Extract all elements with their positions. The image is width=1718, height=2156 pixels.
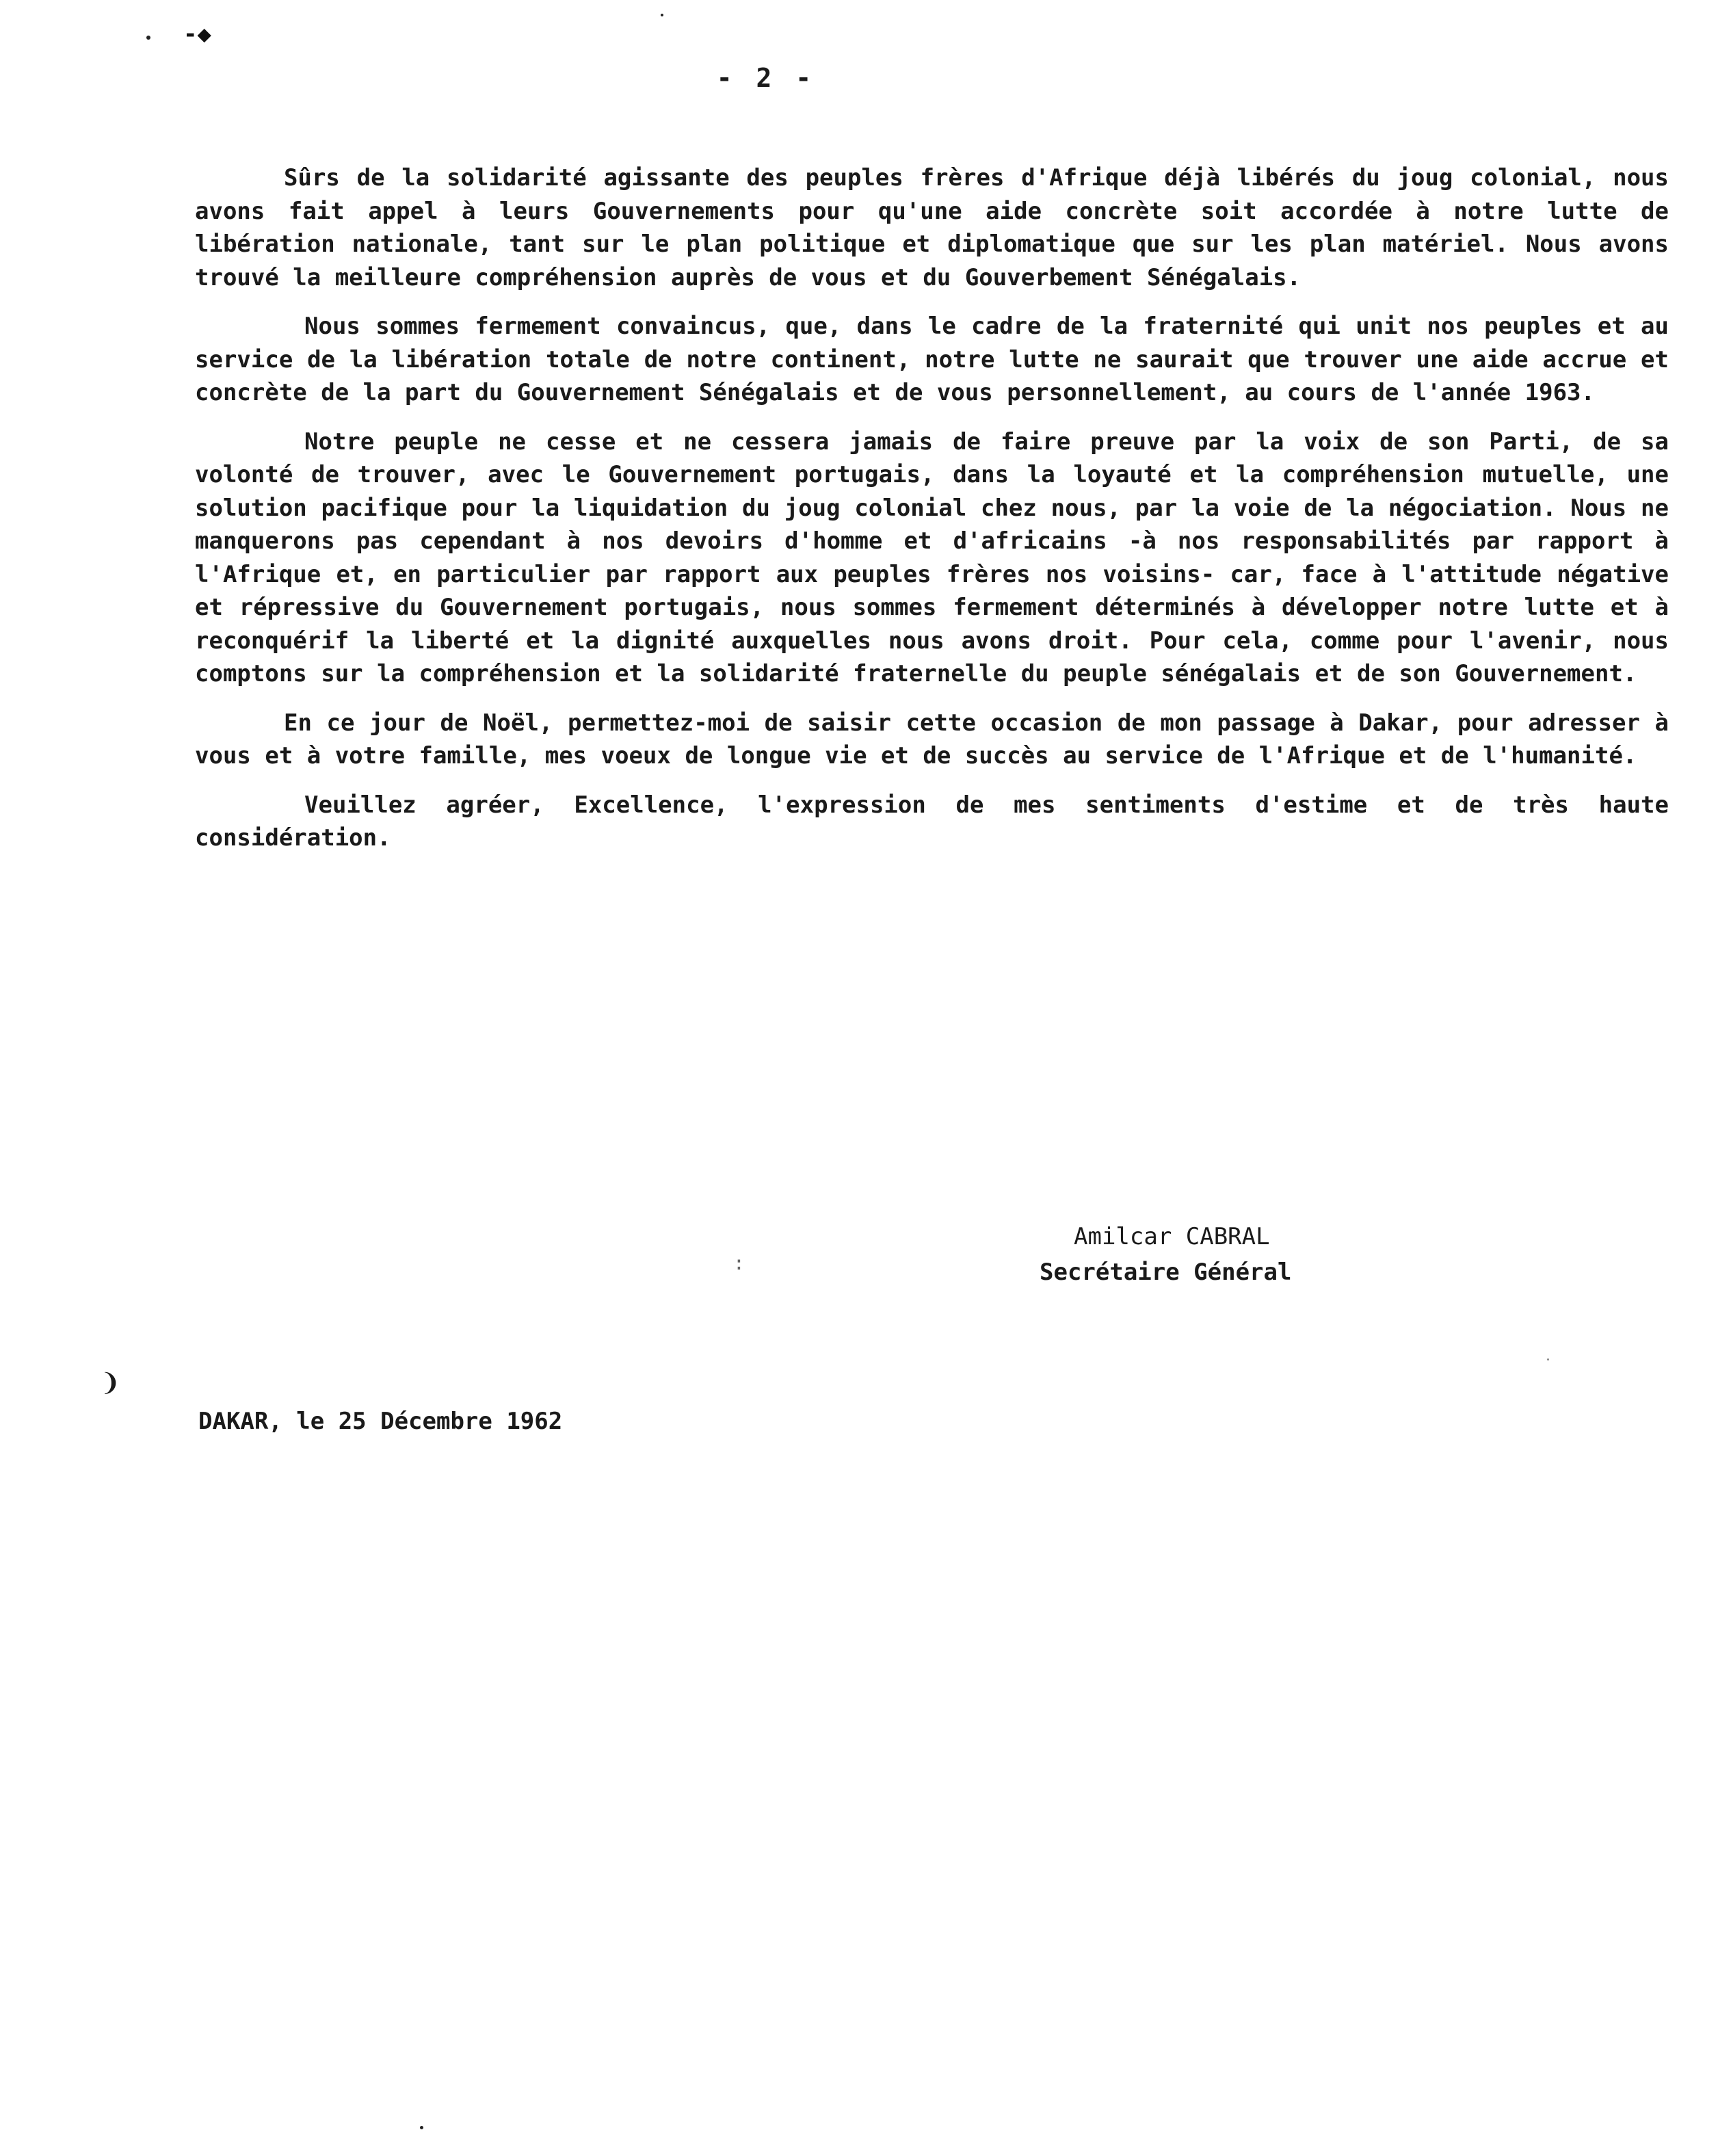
paragraph: Veuillez agréer, Excellence, l'expression de mes sentiments d'estime et de très haute considération. — [195, 791, 1669, 852]
scan-speck — [146, 36, 150, 40]
paragraph: En ce jour de Noël, permettez-moi de saisir cette occasion de mon passage à Dakar, pour adresser à vous et à votre famille, mes voeux de longue vie et de succès au service de l'Afrique et de l'humanité. — [195, 709, 1669, 770]
page-number: - 2 - — [716, 63, 816, 93]
dateline: DAKAR, le 25 Décembre 1962 — [198, 1408, 563, 1435]
paragraph: Nous sommes fermement convaincus, que, dans le cadre de la fraternité qui unit nos peuples et au service de la libération totale de notre continent, notre lutte ne saurait que trouver une aide accrue et concrète de la part du Gouvernement Sénégalais et de vous personnellement, au cours de l'année 1963. — [195, 313, 1669, 406]
scan-speck — [420, 2126, 423, 2129]
margin-mark: ❩ — [101, 1365, 120, 1400]
signatory-name: Amilcar CABRAL — [1074, 1223, 1270, 1250]
scan-speck — [661, 14, 663, 16]
scan-speck — [1547, 1358, 1549, 1360]
scan-mark: : — [733, 1252, 745, 1274]
signature-block — [1040, 1219, 1291, 1290]
paragraph: Notre peuple ne cesse et ne cessera jamais de faire preuve par la voix de son Parti, de sa volonté de trouver, avec le Gouvernement portugais, dans la loyauté et la compréhension mutuelle, une solution pacifique pour la liquidation du joug colonial chez nous, par la voie de la négociation. Nous ne manquerons pas cependant à nos devoirs d'homme et d'africains -à nos responsabilités par rapport à l'Afrique et, en particulier par rapport aux peuples frères nos voisins- car, face à l'attitude négative et répressive du Gouvernement portugais, nous sommes fermement déterminés à développer notre lutte et à reconquérif la liberté et la dignité auxquelles nous avons droit. Pour cela, comme pour l'avenir, nous comptons sur la compréhension et la solidarité fraternelle du peuple sénégalais et de son Gouvernement. — [195, 428, 1669, 687]
signatory-title: Secrétaire Général — [1040, 1259, 1292, 1286]
paragraph: Sûrs de la solidarité agissante des peuples frères d'Afrique déjà libérés du joug colonial, nous avons fait appel à leurs Gouvernements pour qu'une aide concrète soit accordée à notre lutte de libération nationale, tant sur le plan politique et diplomatique que sur les plan matériel. Nous avons trouvé la meilleure compréhension auprès de vous et du Gouverbement Sénégalais. — [195, 164, 1669, 291]
scan-mark: -◆ — [183, 21, 211, 48]
letter-body — [195, 161, 1669, 871]
